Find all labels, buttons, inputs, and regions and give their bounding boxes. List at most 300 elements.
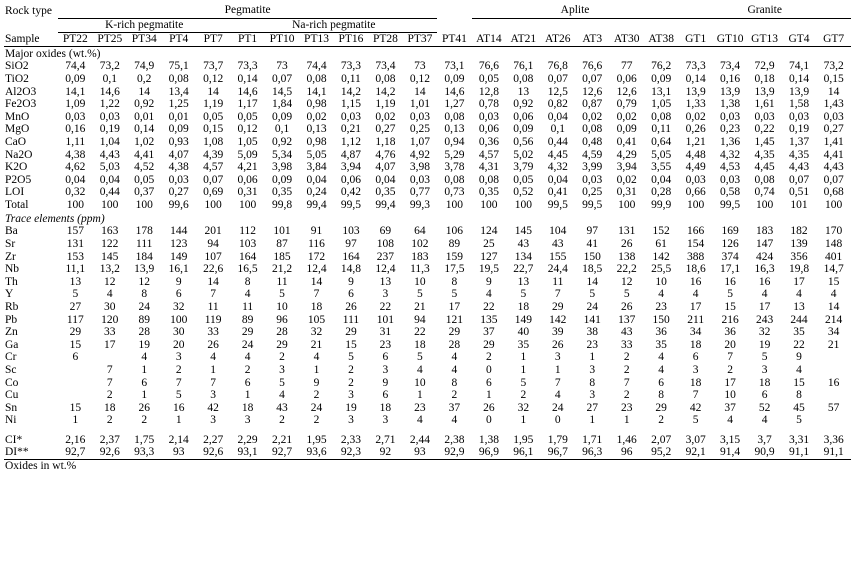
cell-LOI-AT14: 0,35	[478, 186, 499, 199]
cell-Fe2O3-PT13: 0,98	[306, 98, 327, 111]
cell-CI*-PT28: 2,71	[375, 433, 396, 446]
row-label-Na2O: Na2O	[5, 148, 33, 161]
cell-Sn-PT4: 16	[172, 401, 185, 414]
table-row	[4, 4, 851, 18]
cell-Th-GT1: 16	[689, 275, 702, 288]
cell-Y-PT28: 3	[382, 288, 389, 301]
cell-Cr-PT22: 6	[72, 351, 79, 364]
cell-Total-PT34: 100	[135, 198, 153, 211]
cell-SiO2-AT38: 76,2	[651, 60, 672, 73]
cell-Ni-AT21: 1	[520, 414, 527, 427]
cell-Cu-PT16: 3	[348, 389, 354, 402]
cell-P2O5-GT10: 0,03	[720, 173, 741, 186]
cell-Al2O3-GT10: 13,9	[720, 85, 741, 98]
cell-Rb-AT30: 26	[620, 300, 633, 313]
cell-Th-GT13: 16	[758, 275, 771, 288]
table-row	[4, 98, 851, 111]
cell-Nb-AT30: 22,2	[616, 263, 637, 276]
cell-SiO2-PT41: 73,1	[444, 60, 465, 73]
cell-DI**-AT3: 96,3	[582, 446, 603, 459]
cell-P2O5-AT30: 0,02	[616, 173, 637, 186]
cell-Cu-PT37: 1	[417, 389, 423, 402]
cell-Nb-PT28: 12,4	[375, 263, 396, 276]
cell-Nb-AT38: 25,5	[651, 263, 672, 276]
cell-Ba-PT10: 101	[273, 225, 291, 238]
cell-Ba-PT16: 103	[342, 225, 360, 238]
cell-Th-AT3: 14	[586, 275, 598, 288]
cell-CI*-GT1: 3,07	[685, 433, 706, 446]
cell-Total-GT1: 100	[687, 198, 705, 211]
cell-SiO2-GT13: 72,9	[754, 60, 775, 73]
cell-Rb-PT1: 11	[242, 300, 254, 313]
cell-Fe2O3-AT14: 0,78	[478, 98, 499, 111]
cell-Sn-PT37: 23	[414, 401, 426, 414]
cell-Pb-PT22: 117	[66, 313, 84, 326]
group-header-k-rich-pegmatite: K-rich pegmatite	[58, 18, 230, 33]
cell-Nb-PT1: 16,5	[237, 263, 258, 276]
cell-Zr-AT14: 127	[480, 250, 498, 263]
table-row	[4, 434, 851, 447]
cell-Zr-AT21: 134	[514, 250, 532, 263]
cell-TiO2-PT16: 0,11	[341, 72, 361, 85]
row-label-Sn: Sn	[5, 401, 18, 414]
cell-Cu-PT4: 5	[175, 389, 182, 402]
table-row	[4, 186, 851, 199]
cell-TiO2-PT41: 0,09	[444, 72, 465, 85]
cell-Cr-PT16: 5	[348, 351, 354, 364]
cell-Sn-PT7: 42	[207, 401, 219, 414]
cell-Y-GT13: 4	[761, 288, 768, 301]
cell-MnO-AT14: 0,03	[478, 110, 499, 123]
cell-SiO2-PT10: 73	[276, 60, 288, 73]
cell-Al2O3-AT21: 13	[517, 85, 530, 98]
cell-CI*-AT21: 1,95	[513, 433, 534, 446]
cell-TiO2-PT28: 0,08	[375, 72, 396, 85]
cell-Zn-AT26: 39	[552, 326, 564, 339]
row-label-Pb: Pb	[5, 313, 18, 326]
cell-K2O-AT38: 3,55	[651, 161, 672, 174]
cell-CaO-GT10: 1,36	[720, 135, 741, 148]
row-label-Zr: Zr	[5, 250, 16, 263]
cell-Sr-AT14: 25	[483, 237, 495, 250]
cell-P2O5-GT1: 0,03	[685, 173, 706, 186]
cell-LOI-GT7: 0,68	[823, 186, 844, 199]
cell-Zn-PT1: 29	[241, 326, 254, 339]
cell-Al2O3-PT7: 14	[207, 85, 219, 98]
cell-Ga-PT25: 17	[104, 338, 116, 351]
cell-K2O-PT4: 4,38	[168, 161, 189, 174]
cell-CaO-PT34: 1,02	[134, 135, 155, 148]
cell-SiO2-GT1: 73,3	[685, 60, 706, 73]
cell-MnO-PT41: 0,08	[444, 110, 465, 123]
cell-K2O-AT14: 4,31	[478, 161, 499, 174]
cell-MgO-PT4: 0,09	[168, 123, 189, 136]
cell-Fe2O3-PT7: 1,19	[203, 98, 224, 111]
cell-DI**-AT30: 96	[620, 446, 633, 459]
cell-Th-PT37: 10	[414, 275, 426, 288]
cell-Sc-GT1: 3	[692, 363, 699, 376]
cell-Ni-PT16: 3	[348, 414, 354, 427]
cell-Nb-GT13: 16,3	[754, 263, 775, 276]
cell-CaO-GT7: 1,41	[823, 135, 844, 148]
cell-Ni-PT13: 2	[313, 414, 320, 427]
cell-Zr-PT25: 145	[101, 250, 119, 263]
cell-Ba-GT10: 169	[721, 225, 739, 238]
cell-P2O5-GT4: 0,07	[788, 173, 810, 186]
cell-Zr-PT41: 159	[445, 250, 464, 263]
cell-Y-AT26: 7	[554, 288, 561, 301]
cell-Pb-GT10: 216	[721, 313, 739, 326]
cell-Cu-AT38: 8	[658, 389, 665, 402]
cell-Pb-PT7: 119	[204, 313, 222, 326]
cell-Ga-PT7: 26	[207, 338, 219, 351]
cell-Ga-GT1: 18	[689, 338, 702, 351]
cell-Nb-PT10: 21,2	[271, 263, 293, 276]
cell-Y-GT4: 4	[796, 288, 802, 301]
cell-TiO2-PT37: 0,12	[409, 72, 430, 85]
cell-MgO-AT38: 0,11	[651, 123, 672, 136]
cell-Na2O-PT28: 4,76	[375, 148, 396, 161]
cell-Ba-AT38: 152	[652, 225, 670, 238]
cell-Y-AT14: 4	[486, 288, 492, 301]
cell-Rb-AT3: 24	[586, 300, 598, 313]
cell-Ba-PT28: 69	[379, 225, 392, 238]
cell-Cu-GT1: 7	[692, 389, 699, 402]
cell-Ba-AT3: 97	[586, 225, 598, 238]
cell-Cu-PT28: 6	[382, 389, 389, 402]
cell-Zn-GT1: 34	[689, 326, 702, 339]
cell-Co-PT7: 7	[210, 376, 217, 389]
cell-Fe2O3-PT10: 1,84	[271, 98, 293, 111]
cell-Ga-PT10: 29	[276, 338, 288, 351]
cell-Fe2O3-GT10: 1,38	[720, 98, 741, 111]
cell-Th-PT1: 8	[244, 275, 251, 288]
cell-Sc-AT38: 4	[658, 363, 665, 376]
cell-Ga-AT38: 35	[655, 338, 667, 351]
cell-Ni-PT1: 3	[244, 414, 251, 427]
cell-Nb-GT1: 18,6	[685, 263, 706, 276]
cell-DI**-PT25: 92,6	[99, 446, 120, 459]
cell-Sn-AT38: 29	[655, 401, 667, 414]
row-label-TiO2: TiO2	[5, 72, 29, 85]
cell-Nb-GT10: 17,1	[720, 263, 741, 276]
cell-Th-GT10: 16	[724, 275, 736, 288]
cell-Ni-GT10: 4	[727, 414, 733, 427]
cell-Rb-GT10: 15	[724, 300, 736, 313]
cell-Sr-AT30: 26	[620, 237, 633, 250]
cell-Na2O-PT22: 4,38	[65, 148, 86, 161]
sample-header-PT34: PT34	[127, 33, 161, 47]
cell-TiO2-AT38: 0,09	[651, 72, 672, 85]
cell-Na2O-AT3: 4,59	[582, 148, 603, 161]
cell-LOI-AT3: 0,25	[582, 186, 603, 199]
cell-CaO-PT4: 0,93	[168, 135, 189, 148]
cell-MgO-AT14: 0,06	[478, 123, 499, 136]
row-label-Al2O3: Al2O3	[5, 85, 37, 98]
cell-DI**-PT34: 93,3	[134, 446, 155, 459]
cell-Zr-PT13: 172	[307, 250, 326, 263]
cell-Total-PT10: 99,8	[271, 198, 293, 211]
cell-MgO-AT21: 0,09	[513, 123, 534, 136]
cell-Sr-PT28: 108	[376, 237, 395, 250]
cell-TiO2-AT21: 0,08	[513, 72, 534, 85]
cell-Co-PT41: 8	[451, 376, 458, 389]
cell-Ga-GT4: 22	[793, 338, 805, 351]
cell-Sc-PT10: 3	[279, 363, 285, 376]
cell-Total-GT13: 100	[755, 198, 774, 211]
cell-Zn-PT7: 33	[207, 326, 219, 339]
cell-MgO-PT13: 0,13	[306, 123, 327, 136]
cell-Ga-AT3: 23	[586, 338, 598, 351]
cell-Na2O-AT30: 4,29	[616, 148, 637, 161]
cell-Sr-GT7: 148	[825, 237, 843, 250]
cell-Ba-PT7: 201	[204, 225, 222, 238]
table-row	[4, 389, 851, 402]
row-label-Fe2O3: Fe2O3	[5, 98, 37, 111]
cell-Sn-PT25: 18	[104, 401, 116, 414]
row-label-DI**: DI**	[5, 446, 29, 459]
table-row	[4, 275, 851, 288]
cell-SiO2-PT1: 73,3	[237, 60, 258, 73]
cell-Sn-PT16: 19	[345, 401, 357, 414]
cell-MgO-PT1: 0,12	[237, 123, 258, 136]
cell-CaO-PT25: 1,04	[99, 135, 120, 148]
cell-TiO2-GT1: 0,14	[685, 72, 706, 85]
cell-LOI-PT25: 0,44	[99, 186, 120, 199]
cell-K2O-AT3: 3,99	[582, 161, 603, 174]
cell-Nb-GT7: 14,7	[823, 263, 844, 276]
cell-LOI-PT22: 0,32	[65, 186, 86, 199]
cell-DI**-PT13: 93,6	[306, 446, 327, 459]
cell-P2O5-PT28: 0,04	[375, 173, 396, 186]
cell-Zr-AT38: 142	[652, 250, 670, 263]
cell-Al2O3-GT7: 14	[827, 85, 840, 98]
cell-Cu-AT30: 2	[623, 389, 630, 402]
cell-LOI-GT1: 0,66	[685, 186, 706, 199]
cell-MnO-AT38: 0,08	[651, 110, 672, 123]
cell-Na2O-PT1: 5,09	[237, 148, 258, 161]
cell-Sr-PT25: 122	[101, 237, 119, 250]
cell-Ga-PT34: 19	[138, 338, 150, 351]
cell-Ga-PT16: 15	[345, 338, 357, 351]
cell-Sc-PT22	[58, 364, 92, 377]
cell-Al2O3-AT38: 13,1	[651, 85, 672, 98]
cell-TiO2-PT10: 0,07	[271, 72, 293, 85]
cell-TiO2-PT7: 0,12	[203, 72, 224, 85]
cell-Fe2O3-AT26: 0,82	[547, 98, 568, 111]
cell-Rb-GT13: 17	[758, 300, 771, 313]
cell-MnO-AT30: 0,02	[616, 110, 637, 123]
cell-CI*-PT41: 2,38	[444, 433, 465, 446]
row-label-Zn: Zn	[5, 326, 18, 339]
cell-CI*-PT4: 2,14	[168, 433, 189, 446]
table-row	[4, 225, 851, 238]
table-row	[4, 33, 851, 47]
cell-Zn-AT30: 43	[620, 326, 633, 339]
cell-Sn-GT13: 52	[758, 401, 771, 414]
cell-Total-PT25: 100	[101, 198, 119, 211]
cell-Zn-AT38: 36	[655, 326, 667, 339]
cell-Sn-AT21: 32	[517, 401, 530, 414]
cell-Sn-AT30: 23	[620, 401, 633, 414]
cell-CI*-PT7: 2,27	[203, 433, 224, 446]
cell-Total-PT37: 99,3	[409, 198, 430, 211]
sample-header-AT14: AT14	[472, 33, 506, 47]
cell-LOI-AT38: 0,28	[651, 186, 672, 199]
cell-MgO-GT13: 0,22	[754, 123, 775, 136]
row-label-Ni: Ni	[5, 414, 17, 427]
cell-Th-AT21: 13	[517, 275, 530, 288]
cell-Y-PT22: 5	[72, 288, 79, 301]
cell-SiO2-AT21: 76,1	[513, 60, 534, 73]
cell-P2O5-AT26: 0,04	[547, 173, 568, 186]
cell-Al2O3-AT3: 12,6	[582, 85, 603, 98]
cell-Cr-PT10: 2	[279, 351, 285, 364]
cell-LOI-PT10: 0,35	[271, 186, 293, 199]
cell-Rb-PT28: 22	[379, 300, 392, 313]
cell-Zr-AT26: 155	[549, 250, 567, 263]
cell-P2O5-AT14: 0,08	[478, 173, 499, 186]
cell-Total-PT41: 100	[445, 198, 464, 211]
cell-DI**-PT28: 92	[379, 446, 392, 459]
cell-Sc-PT25: 7	[106, 363, 113, 376]
table-row	[4, 263, 851, 276]
cell-Th-AT38: 10	[655, 275, 667, 288]
cell-Y-GT10: 5	[727, 288, 733, 301]
cell-CI*-PT25: 2,37	[99, 433, 120, 446]
cell-Sc-PT28: 3	[382, 363, 389, 376]
cell-Co-PT28: 9	[382, 376, 389, 389]
cell-K2O-PT34: 4,52	[134, 161, 155, 174]
cell-Ni-PT37: 4	[417, 414, 423, 427]
cell-Cr-PT7: 4	[210, 351, 217, 364]
cell-Y-PT16: 6	[348, 288, 354, 301]
cell-Rb-AT38: 23	[655, 300, 667, 313]
cell-TiO2-GT10: 0,16	[720, 72, 741, 85]
cell-Pb-GT4: 244	[790, 313, 808, 326]
table-row	[4, 46, 851, 60]
cell-Co-PT4: 7	[175, 376, 182, 389]
cell-Sr-AT38: 61	[655, 237, 667, 250]
cell-DI**-GT10: 91,4	[720, 446, 741, 459]
cell-Ba-PT25: 163	[101, 225, 119, 238]
table-row	[4, 326, 851, 339]
cell-Na2O-PT37: 4,92	[409, 148, 430, 161]
cell-Co-GT7: 16	[827, 376, 840, 389]
sample-header-PT13: PT13	[299, 33, 333, 47]
cell-Pb-PT4: 100	[170, 313, 188, 326]
cell-MnO-PT22: 0,03	[65, 110, 86, 123]
cell-Al2O3-GT13: 13,9	[754, 85, 775, 98]
cell-Na2O-GT4: 4,35	[788, 148, 810, 161]
cell-Sc-AT30: 2	[623, 363, 630, 376]
cell-Sr-PT10: 87	[276, 237, 288, 250]
sample-header-AT26: AT26	[541, 33, 575, 47]
cell-Al2O3-GT4: 13,9	[788, 85, 810, 98]
cell-Sc-PT41: 4	[451, 363, 458, 376]
cell-Rb-PT34: 24	[138, 300, 150, 313]
cell-K2O-PT37: 3,98	[409, 161, 430, 174]
cell-Pb-GT7: 214	[825, 313, 843, 326]
cell-Th-PT28: 13	[379, 275, 392, 288]
cell-Na2O-PT7: 4,39	[203, 148, 224, 161]
cell-Ba-GT4: 182	[790, 225, 808, 238]
cell-TiO2-PT34: 0,2	[137, 72, 152, 85]
cell-Sr-GT10: 126	[721, 237, 739, 250]
cell-Ga-PT22: 15	[69, 338, 82, 351]
cell-DI**-PT37: 93	[414, 446, 426, 459]
cell-LOI-PT13: 0,24	[306, 186, 327, 199]
cell-Ba-PT13: 91	[310, 225, 323, 238]
cell-Y-PT34: 8	[141, 288, 148, 301]
spacer	[437, 18, 851, 33]
cell-SiO2-GT4: 74,1	[788, 60, 810, 73]
cell-Al2O3-AT26: 12,5	[547, 85, 568, 98]
cell-LOI-PT37: 0,77	[409, 186, 430, 199]
cell-Sc-PT1: 2	[244, 363, 251, 376]
cell-Th-AT30: 12	[620, 275, 633, 288]
cell-Nb-PT34: 13,9	[134, 263, 155, 276]
cell-CaO-AT26: 0,44	[547, 135, 568, 148]
cell-MgO-PT28: 0,27	[375, 123, 396, 136]
cell-CI*-PT16: 2,33	[340, 433, 362, 446]
cell-Th-PT13: 14	[310, 275, 323, 288]
cell-Co-GT13: 18	[758, 376, 771, 389]
cell-Sr-AT3: 41	[586, 237, 598, 250]
cell-Y-AT38: 4	[658, 288, 665, 301]
cell-Sc-AT21: 1	[520, 363, 527, 376]
cell-Cr-PT1: 4	[244, 351, 251, 364]
cell-Sc-GT7	[816, 364, 851, 377]
cell-Sn-PT10: 43	[276, 401, 288, 414]
cell-Cu-PT7: 3	[210, 389, 217, 402]
cell-Na2O-GT1: 4,48	[685, 148, 706, 161]
rock-type-label: Rock type	[5, 4, 52, 17]
cell-Y-AT21: 5	[520, 288, 527, 301]
cell-Cr-PT34: 4	[141, 351, 148, 364]
cell-Na2O-PT34: 4,41	[134, 148, 155, 161]
cell-Y-PT7: 7	[210, 288, 217, 301]
cell-CI*-PT13: 1,95	[306, 433, 327, 446]
cell-P2O5-AT3: 0,03	[582, 173, 603, 186]
cell-Cu-AT14: 1	[486, 389, 492, 402]
cell-Pb-PT25: 120	[101, 313, 119, 326]
cell-MnO-PT7: 0,05	[203, 110, 224, 123]
table-row	[4, 238, 851, 251]
cell-Sn-GT4: 45	[793, 401, 805, 414]
cell-Zn-PT25: 33	[104, 326, 116, 339]
cell-Sn-GT7: 57	[827, 401, 840, 414]
cell-MgO-GT7: 0,27	[823, 123, 844, 136]
cell-Sn-PT34: 26	[138, 401, 150, 414]
cell-Rb-PT41: 17	[448, 300, 461, 313]
cell-Ba-AT30: 131	[618, 225, 636, 238]
cell-MnO-AT21: 0,06	[513, 110, 534, 123]
group-header-na-rich-pegmatite: Na-rich pegmatite	[230, 18, 437, 33]
cell-Al2O3-PT28: 14,2	[375, 85, 396, 98]
cell-P2O5-AT38: 0,04	[651, 173, 672, 186]
cell-Co-GT4: 15	[793, 376, 805, 389]
cell-Zn-GT13: 32	[758, 326, 771, 339]
cell-Ga-PT13: 21	[310, 338, 323, 351]
cell-Co-PT37: 10	[414, 376, 426, 389]
cell-Cr-PT4: 3	[175, 351, 182, 364]
cell-TiO2-PT1: 0,14	[237, 72, 258, 85]
cell-CaO-AT14: 0,36	[478, 135, 499, 148]
cell-Cr-GT4: 9	[796, 351, 802, 364]
cell-Al2O3-PT16: 14,2	[340, 85, 362, 98]
cell-TiO2-GT13: 0,18	[754, 72, 775, 85]
